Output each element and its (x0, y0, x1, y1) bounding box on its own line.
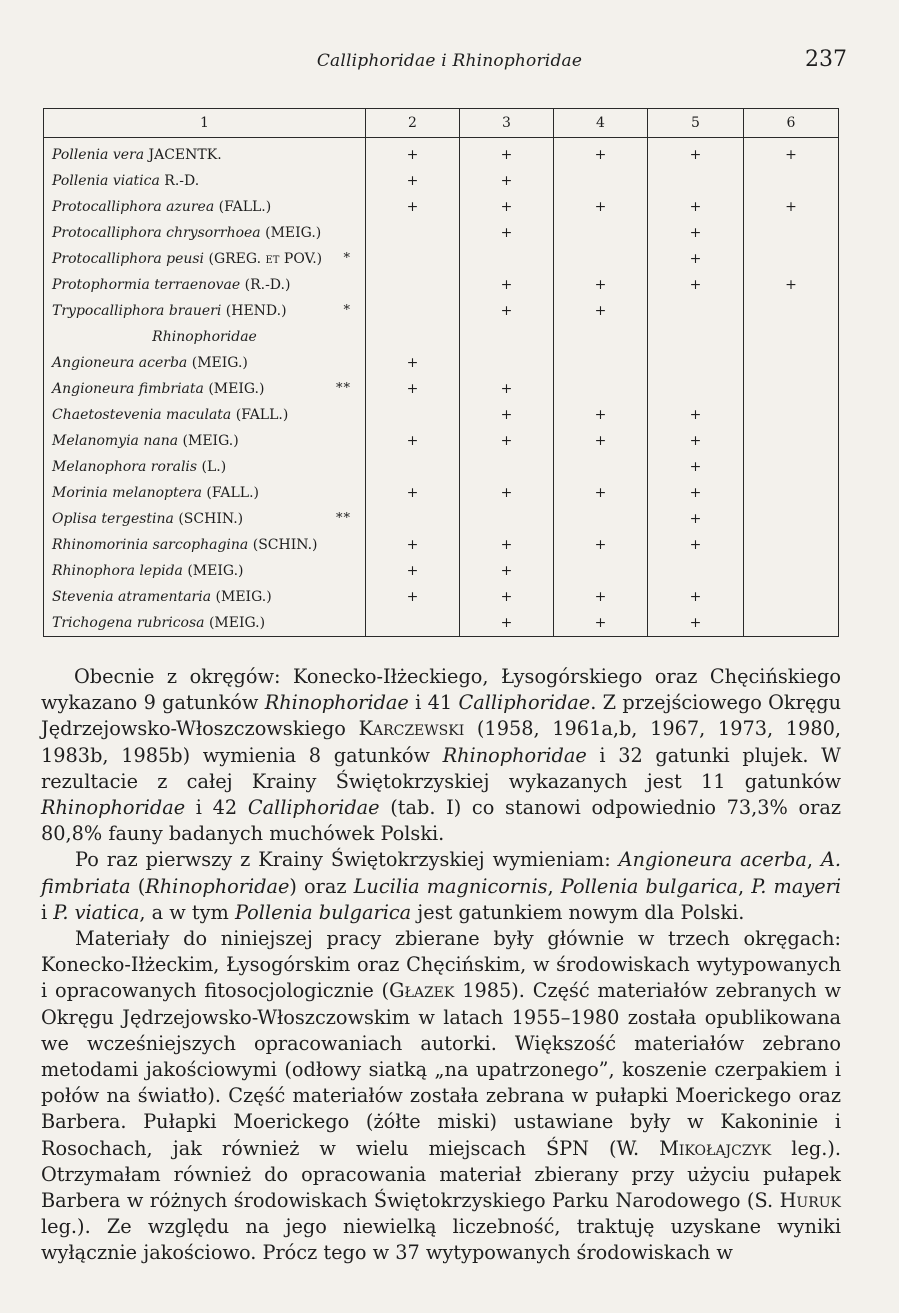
paragraph-1 (41, 664, 841, 847)
species-cell (44, 402, 366, 428)
presence-cell (554, 506, 648, 532)
presence-cell (366, 272, 460, 298)
text-run: , (547, 874, 561, 898)
species-name: Pollenia vera (52, 147, 145, 163)
table-body (44, 138, 839, 637)
presence-cell (744, 298, 839, 324)
italic-term: Rhinophoridae (264, 691, 409, 715)
species-author: (SCHIN.) (178, 511, 244, 527)
presence-cell (648, 558, 744, 584)
presence-cell: + (460, 584, 554, 610)
presence-cell (460, 246, 554, 272)
species-name: Rhinophora lepida (52, 563, 183, 579)
table-subheading-row (44, 324, 839, 350)
presence-cell: + (554, 584, 648, 610)
presence-cell: + (648, 454, 744, 480)
italic-term: A. fimbriata (41, 848, 841, 898)
text-run: 1985). Część materiałów zebranych w Okręgu Jędrzejowsko-Włoszczowskim w latach 1955–1980 została opublikowana we wcześniejszych opracowaniach autorki. Większość materiałów zebrano metodami jakościowymi (odłowy siatką „na upatrzonego”, koszenie czerpakiem i połów na światło). Część materiałów została zebrana w pułapki Moerickego oraz Barbera. Pułapki Moerickego (żółte miski) ustawiane były w Kakoninie i Rosochach, jak również w wielu miejscach ŚPN (W. (41, 979, 842, 1160)
presence-cell: + (366, 428, 460, 454)
presence-cell (744, 168, 839, 194)
presence-cell (366, 246, 460, 272)
species-author: R.-D. (164, 173, 200, 189)
presence-cell: + (554, 480, 648, 506)
species-cell (44, 480, 366, 506)
presence-cell (460, 350, 554, 376)
species-author: (FALL.) (206, 485, 259, 501)
species-author: (MEIG.) (187, 563, 244, 579)
text-run: jest gatunkiem nowym dla Polski. (411, 900, 745, 924)
presence-cell (648, 298, 744, 324)
presence-cell (648, 168, 744, 194)
species-author: (L.) (201, 459, 227, 475)
table-row (44, 168, 839, 194)
table-header-row (44, 109, 839, 138)
presence-cell: + (648, 584, 744, 610)
text-run: . Z przejściowego Okręgu Jędrzejowsko-Włoszczowskiego (41, 691, 841, 741)
body-text (41, 664, 841, 1267)
presence-cell (366, 220, 460, 246)
column-header: 4 (554, 109, 648, 138)
column-header: 5 (648, 109, 744, 138)
asterisk-marker: * (343, 303, 351, 318)
presence-cell (460, 324, 554, 350)
species-cell (44, 428, 366, 454)
presence-cell: + (460, 428, 554, 454)
presence-cell: + (366, 376, 460, 402)
presence-cell: + (744, 194, 839, 220)
presence-cell: + (648, 272, 744, 298)
author-name: Karczewski (358, 717, 465, 741)
presence-cell: + (366, 584, 460, 610)
species-author: (R.-D.) (244, 277, 291, 293)
table-row (44, 428, 839, 454)
italic-term: P. viatica (53, 900, 140, 924)
species-cell (44, 376, 366, 402)
species-author: (MEIG.) (208, 615, 266, 631)
presence-cell: + (460, 402, 554, 428)
presence-cell (648, 324, 744, 350)
presence-cell (744, 428, 839, 454)
table-row (44, 246, 839, 272)
presence-cell (744, 246, 839, 272)
presence-cell (366, 298, 460, 324)
species-author: (MEIG.) (208, 381, 265, 397)
presence-cell (744, 480, 839, 506)
species-table (43, 108, 839, 637)
species-cell (44, 350, 366, 376)
species-name: Trichogena rubricosa (52, 615, 205, 631)
italic-term: Calliphoridae (247, 796, 380, 820)
presence-cell (744, 558, 839, 584)
text-run: ( (130, 874, 146, 898)
species-cell (44, 584, 366, 610)
presence-cell (554, 220, 648, 246)
presence-cell (744, 506, 839, 532)
presence-cell (744, 532, 839, 558)
species-name: Chaetostevenia maculata (52, 407, 232, 423)
species-author: (MEIG.) (191, 355, 248, 371)
presence-cell (554, 168, 648, 194)
species-name: Pollenia viatica (52, 173, 160, 189)
presence-cell (554, 324, 648, 350)
italic-term: Rhinophoridae (41, 796, 186, 820)
species-name: Rhinomorinia sarcophagina (52, 537, 249, 553)
presence-cell (744, 402, 839, 428)
italic-term: P. mayeri (751, 874, 842, 898)
species-author: (SCHIN.) (252, 537, 318, 553)
table-row (44, 298, 839, 324)
presence-cell (366, 506, 460, 532)
author-name: Głazek (389, 979, 455, 1003)
presence-cell: + (554, 610, 648, 637)
species-cell (44, 532, 366, 558)
text-run: , (806, 848, 821, 872)
presence-cell: + (648, 402, 744, 428)
presence-cell: + (648, 428, 744, 454)
presence-cell (744, 454, 839, 480)
presence-cell: + (744, 272, 839, 298)
text-run: i 42 (185, 796, 248, 820)
presence-cell: + (460, 532, 554, 558)
table-row (44, 220, 839, 246)
species-author: (MEIG.) (265, 225, 322, 241)
table-row (44, 194, 839, 220)
species-author: JACENTK. (148, 147, 222, 163)
species-cell (44, 610, 366, 637)
paragraph-2 (41, 847, 841, 926)
italic-term: Angioneura acerba (618, 848, 807, 872)
presence-cell: + (366, 194, 460, 220)
presence-cell: + (648, 506, 744, 532)
text-run: (1958, 1961a,b, 1967, 1973, 1980, 1983b, 1985b) wymienia 8 gatunków (41, 717, 841, 767)
italic-term: Lucilia magnicornis (353, 874, 548, 898)
species-name: Melanomyia nana (52, 433, 179, 449)
column-header: 1 (44, 109, 366, 138)
presence-cell: + (554, 272, 648, 298)
paragraph-3 (41, 926, 841, 1267)
presence-cell: + (460, 220, 554, 246)
author-name: Huruk (779, 1189, 841, 1213)
table-row (44, 584, 839, 610)
species-name: Angioneura fimbriata (52, 381, 204, 397)
presence-cell: + (648, 480, 744, 506)
presence-cell (744, 350, 839, 376)
species-name: Melanophora roralis (52, 459, 198, 475)
presence-cell: + (460, 558, 554, 584)
page-number: 237 (805, 47, 847, 72)
species-cell (44, 506, 366, 532)
presence-cell: + (366, 480, 460, 506)
presence-cell (554, 454, 648, 480)
presence-cell: + (366, 558, 460, 584)
text-run: , a w tym (139, 900, 235, 924)
presence-cell: + (648, 220, 744, 246)
running-header: Calliphoridae i Rhinophoridae (316, 51, 583, 71)
table-row (44, 610, 839, 637)
presence-cell: + (460, 480, 554, 506)
presence-cell: + (460, 610, 554, 637)
species-name: Morinia melanoptera (52, 485, 202, 501)
presence-cell: + (554, 532, 648, 558)
presence-cell (366, 402, 460, 428)
text-run: i (41, 900, 54, 924)
species-cell (44, 454, 366, 480)
presence-cell (744, 376, 839, 402)
species-name: Trypocalliphora braueri (52, 303, 222, 319)
presence-cell (648, 350, 744, 376)
table-row (44, 454, 839, 480)
presence-cell (554, 350, 648, 376)
italic-term: Pollenia bulgarica (560, 874, 738, 898)
species-name: Oplisa tergestina (52, 511, 174, 527)
text-run: i 41 (408, 691, 459, 715)
species-cell (44, 194, 366, 220)
text-run: , (737, 874, 752, 898)
presence-cell: + (366, 532, 460, 558)
presence-cell (366, 324, 460, 350)
presence-cell (744, 220, 839, 246)
italic-term: Pollenia bulgarica (234, 900, 412, 924)
text-run: Materiały do niniejszej pracy zbierane były głównie w trzech okręgach: Konecko-Iłżeckim, Łysogórskim oraz Chęcińskim, w środowiskach wytypowanych i opracowanych fitosocjologicznie ( (41, 927, 841, 1003)
presence-cell: + (554, 428, 648, 454)
asterisk-marker: ** (336, 381, 351, 396)
text-run: leg.). Ze względu na jego niewielką liczebność, traktuję uzyskane wyniki wyłącznie jakościowo. Prócz tego w 37 wytypowanych środowiskach w (41, 1215, 841, 1265)
presence-cell: + (648, 194, 744, 220)
presence-cell (460, 454, 554, 480)
species-cell (44, 246, 366, 272)
presence-cell: + (460, 194, 554, 220)
family-subheading: Rhinophoridae (44, 324, 366, 350)
italic-term: Calliphoridae (458, 691, 591, 715)
species-cell (44, 168, 366, 194)
table-row (44, 480, 839, 506)
asterisk-marker: * (343, 251, 351, 266)
species-author: (HEND.) (225, 303, 287, 319)
species-cell (44, 138, 366, 169)
species-cell (44, 272, 366, 298)
species-cell (44, 558, 366, 584)
table-row (44, 272, 839, 298)
presence-cell (648, 376, 744, 402)
presence-cell: + (554, 138, 648, 169)
presence-cell (366, 610, 460, 637)
presence-cell: + (554, 298, 648, 324)
presence-cell: + (460, 376, 554, 402)
text-run: ) oraz (289, 874, 354, 898)
column-header: 6 (744, 109, 839, 138)
presence-cell (554, 246, 648, 272)
table-row (44, 558, 839, 584)
text-run: Po raz pierwszy z Krainy Świętokrzyskiej wymieniam: (75, 848, 619, 872)
species-author: (MEIG.) (215, 589, 272, 605)
species-cell (44, 298, 366, 324)
author-name: Mikołajczyk (659, 1136, 772, 1160)
text-run: (tab. I) co stanowi odpowiednio 73,3% oraz 80,8% fauny badanych muchówek Polski. (41, 796, 841, 846)
presence-cell (460, 506, 554, 532)
presence-cell: + (366, 168, 460, 194)
table-row (44, 376, 839, 402)
species-author: (GREG. et POV.) (208, 251, 323, 267)
presence-cell: + (460, 272, 554, 298)
species-name: Protocalliphora chrysorrhoea (52, 225, 261, 241)
presence-cell (554, 558, 648, 584)
italic-term: Rhinophoridae (145, 874, 290, 898)
table-row (44, 532, 839, 558)
text-run: Obecnie z okręgów: Konecko-Iłżeckiego, Łysogórskiego oraz Chęcińskiego wykazano 9 gatunków (41, 665, 841, 715)
presence-cell: + (366, 138, 460, 169)
table-row (44, 138, 839, 169)
species-name: Protophormia terraenovae (52, 277, 241, 293)
presence-cell: + (460, 138, 554, 169)
presence-cell (744, 610, 839, 637)
presence-cell (744, 584, 839, 610)
presence-cell: + (648, 246, 744, 272)
presence-cell: + (744, 138, 839, 169)
table-row (44, 506, 839, 532)
species-cell (44, 220, 366, 246)
species-author: (FALL.) (218, 199, 272, 215)
presence-cell: + (648, 610, 744, 637)
presence-cell: + (648, 138, 744, 169)
italic-term: Rhinophoridae (442, 743, 587, 767)
presence-cell: + (648, 532, 744, 558)
species-name: Angioneura acerba (52, 355, 188, 371)
presence-cell: + (554, 402, 648, 428)
table-row (44, 402, 839, 428)
presence-cell: + (554, 194, 648, 220)
text-run: i 32 gatunki plujek. W rezultacie z całej Krainy Świętokrzyskiej wykazanych jest 11 gatunków (41, 743, 841, 793)
presence-cell (554, 376, 648, 402)
presence-cell (366, 454, 460, 480)
presence-cell: + (460, 168, 554, 194)
presence-cell: + (460, 298, 554, 324)
text-run: leg.). Otrzymałam również do opracowania materiał zbierany przy użyciu pułapek Barbera w różnych środowiskach Świętokrzyskiego Parku Narodowego (S. (41, 1136, 841, 1213)
presence-cell (744, 324, 839, 350)
species-author: (FALL.) (235, 407, 289, 423)
presence-cell: + (366, 350, 460, 376)
asterisk-marker: ** (336, 511, 351, 526)
species-name: Protocalliphora peusi (52, 251, 205, 267)
column-header: 3 (460, 109, 554, 138)
column-header: 2 (366, 109, 460, 138)
species-name: Stevenia atramentaria (52, 589, 212, 605)
species-author: (MEIG.) (182, 433, 239, 449)
table-row (44, 350, 839, 376)
species-name: Protocalliphora azurea (52, 199, 215, 215)
